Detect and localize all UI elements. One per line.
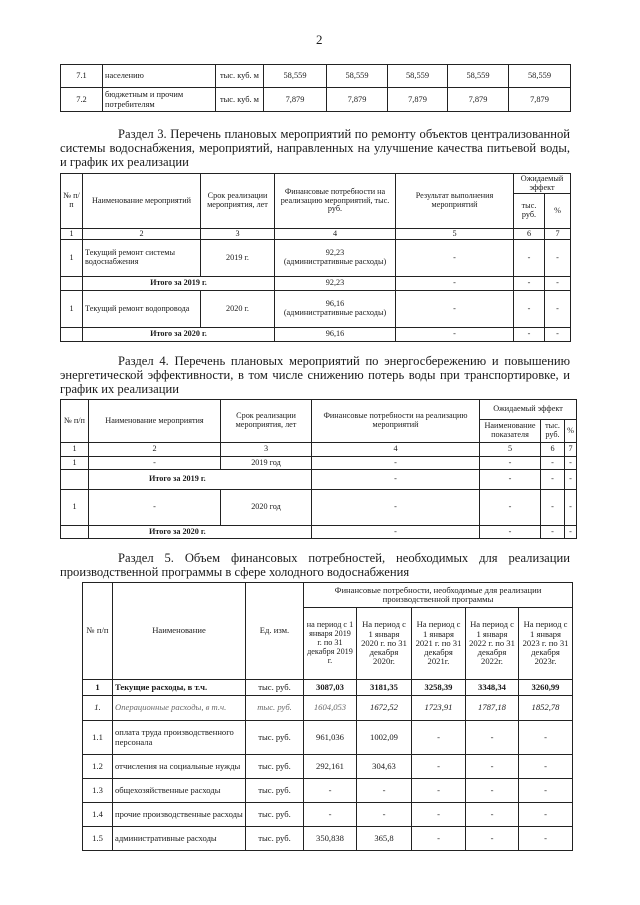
row-unit: тыс. руб. (246, 696, 304, 721)
row-indicator: - (480, 490, 541, 526)
row-name: Текущий ремонт водопровода (83, 291, 201, 328)
table-row (83, 696, 573, 721)
row-unit: тыс. руб. (246, 721, 304, 755)
row-finance (275, 240, 396, 277)
header-term: Срок реализации мероприятия, лет (221, 400, 312, 443)
row-unit: тыс. куб. м (216, 65, 264, 88)
row-name: административные расходы (113, 827, 246, 851)
total-label: Итого за 2019 г. (89, 470, 312, 490)
table-row (83, 721, 573, 755)
value-cell: - (466, 721, 519, 755)
header-thous: тыс. руб. (541, 420, 565, 443)
row-name: оплата труда производственного персонала (113, 721, 246, 755)
value-cell: - (466, 827, 519, 851)
value-cell: - (412, 803, 466, 827)
table-row (83, 779, 573, 803)
row-number: 1.4 (83, 803, 113, 827)
header-num: № п/ п (61, 174, 83, 229)
index-cell: 2 (89, 443, 221, 457)
value-cell: - (519, 779, 573, 803)
row-number: 1 (61, 490, 89, 526)
value-cell: 58,559 (448, 65, 509, 88)
row-number: 1. (83, 696, 113, 721)
value-cell: 350,838 (304, 827, 357, 851)
row-name: бюджетным и прочим потребителям (103, 88, 216, 112)
row-unit: тыс. куб. м (216, 88, 264, 112)
table-row (61, 490, 577, 526)
total-effect-pct: - (545, 277, 571, 291)
index-row (61, 229, 571, 240)
value-cell: 961,036 (304, 721, 357, 755)
total-indicator: - (480, 526, 541, 539)
section5-heading: Раздел 5. Объем финансовых потребностей, необходимых для реализации производственной программы в сфере холодного водоснабжения (60, 551, 570, 580)
row-result: - (396, 291, 514, 328)
value-cell: - (412, 721, 466, 755)
row-effect-thous: - (514, 291, 545, 328)
row-name: Операционные расходы, в т.ч. (113, 696, 246, 721)
value-cell: - (412, 779, 466, 803)
value-cell: 3260,99 (519, 680, 573, 696)
header-period: На период с 1 января 2020 г. по 31 декабря 2020г. (357, 608, 412, 680)
total-label: Итого за 2020 г. (89, 526, 312, 539)
total-row (61, 328, 571, 342)
row-finance: - (312, 457, 480, 470)
header-period: На период с 1 января 2023 г. по 31 декабря 2023г. (519, 608, 573, 680)
total-effect-thous: - (541, 526, 565, 539)
total-label: Итого за 2020 г. (83, 328, 275, 342)
value-cell: 7,879 (509, 88, 571, 112)
row-effect-pct: - (565, 490, 577, 526)
index-cell: 6 (514, 229, 545, 240)
table-row (61, 88, 571, 112)
header-name: Наименование мероприятия (89, 400, 221, 443)
value-cell: 1787,18 (466, 696, 519, 721)
header-name: Наименование (113, 583, 246, 680)
table-row (83, 680, 573, 696)
row-term: 2019 г. (201, 240, 275, 277)
header-group: Финансовые потребности, необходимые для реализации производственной программы (304, 583, 573, 608)
section4-heading: Раздел 4. Перечень плановых мероприятий по энергосбережению и повышению энергетической эффективности, в том числе снижению потерь воды при транспортировке, и график их реализации (60, 354, 570, 397)
total-result: - (396, 328, 514, 342)
header-effect: Ожидаемый эффект (480, 400, 577, 420)
value-cell: 7,879 (327, 88, 388, 112)
total-effect-thous: - (514, 328, 545, 342)
value-cell: 7,879 (388, 88, 448, 112)
value-cell: - (357, 779, 412, 803)
finance-note: (административные расходы) (283, 257, 387, 266)
header-name: Наименование мероприятий (83, 174, 201, 229)
row-number: 1.1 (83, 721, 113, 755)
row-effect-thous: - (541, 490, 565, 526)
header-num: № п/п (61, 400, 89, 443)
total-finance: 96,16 (275, 328, 396, 342)
row-name: Текущие расходы, в т.ч. (113, 680, 246, 696)
row-number: 1.2 (83, 755, 113, 779)
row-indicator: - (480, 457, 541, 470)
section4-table (60, 399, 577, 539)
value-cell: - (304, 803, 357, 827)
value-cell: - (519, 755, 573, 779)
value-cell: - (519, 803, 573, 827)
row-finance (275, 291, 396, 328)
table-row (83, 827, 573, 851)
index-cell: 6 (541, 443, 565, 457)
row-result: - (396, 240, 514, 277)
row-effect-thous: - (514, 240, 545, 277)
row-unit: тыс. руб. (246, 755, 304, 779)
top-table (60, 64, 571, 112)
table-row (61, 291, 571, 328)
header-unit: Ед. изм. (246, 583, 304, 680)
row-name: населению (103, 65, 216, 88)
value-cell: 7,879 (448, 88, 509, 112)
index-cell: 1 (61, 443, 89, 457)
header-period: На период с 1 января 2021 г. по 31 декабря 2021г. (412, 608, 466, 680)
value-cell: 1604,053 (304, 696, 357, 721)
row-effect-pct: - (545, 291, 571, 328)
index-cell: 7 (545, 229, 571, 240)
row-term: 2019 год (221, 457, 312, 470)
finance-value: 92,23 (325, 248, 345, 258)
row-number: 1 (61, 240, 83, 277)
header-num: № п/п (83, 583, 113, 680)
value-cell: 3181,35 (357, 680, 412, 696)
table-row (61, 457, 577, 470)
total-finance: - (312, 470, 480, 490)
value-cell: 365,8 (357, 827, 412, 851)
row-number: 7.1 (61, 65, 103, 88)
total-effect-thous: - (541, 470, 565, 490)
total-label: Итого за 2019 г. (83, 277, 275, 291)
row-number: 1.3 (83, 779, 113, 803)
row-number: 1 (61, 457, 89, 470)
table-row (83, 803, 573, 827)
row-term: 2020 год (221, 490, 312, 526)
total-result: - (396, 277, 514, 291)
row-name: прочие производственные расходы (113, 803, 246, 827)
value-cell: - (357, 803, 412, 827)
value-cell: 1852,78 (519, 696, 573, 721)
page-number: 2 (316, 32, 323, 47)
header-indicator: Наименование показателя (480, 420, 541, 443)
table-row (61, 65, 571, 88)
header-effect: Ожидаемый эффект (514, 174, 571, 194)
header-period: на период с 1 января 2019 г. по 31 декабря 2019 г. (304, 608, 357, 680)
value-cell: 7,879 (264, 88, 327, 112)
row-number: 1 (83, 680, 113, 696)
total-effect-thous: - (514, 277, 545, 291)
row-unit: тыс. руб. (246, 803, 304, 827)
value-cell: 3348,34 (466, 680, 519, 696)
row-effect-thous: - (541, 457, 565, 470)
empty-cell (61, 328, 83, 342)
header-period: На период с 1 января 2022 г. по 31 декабря 2022г. (466, 608, 519, 680)
row-unit: тыс. руб. (246, 827, 304, 851)
index-cell: 7 (565, 443, 577, 457)
row-name: общехозяйственные расходы (113, 779, 246, 803)
index-cell: 4 (275, 229, 396, 240)
value-cell: 58,559 (264, 65, 327, 88)
row-effect-pct: - (545, 240, 571, 277)
index-cell: 5 (480, 443, 541, 457)
value-cell: 58,559 (388, 65, 448, 88)
index-cell: 1 (61, 229, 83, 240)
total-effect-pct: - (565, 526, 577, 539)
value-cell: - (412, 827, 466, 851)
row-term: 2020 г. (201, 291, 275, 328)
table-row (61, 240, 571, 277)
total-row (61, 470, 577, 490)
row-unit: тыс. руб. (246, 680, 304, 696)
section3-table (60, 173, 571, 342)
value-cell: 3087,03 (304, 680, 357, 696)
row-finance: - (312, 490, 480, 526)
header-thous: тыс. руб. (514, 194, 545, 229)
total-indicator: - (480, 470, 541, 490)
header-term: Срок реализации мероприятия, лет (201, 174, 275, 229)
empty-cell (61, 526, 89, 539)
total-finance: 92,23 (275, 277, 396, 291)
empty-cell (61, 277, 83, 291)
value-cell: - (519, 827, 573, 851)
finance-value: 96,16 (325, 299, 345, 309)
index-cell: 5 (396, 229, 514, 240)
row-unit: тыс. руб. (246, 779, 304, 803)
value-cell: 292,161 (304, 755, 357, 779)
total-finance: - (312, 526, 480, 539)
header-finance: Финансовые потребности на реализацию мероприятий, тыс. руб. (275, 174, 396, 229)
header-finance: Финансовые потребности на реализацию мероприятий (312, 400, 480, 443)
value-cell: 1723,91 (412, 696, 466, 721)
row-effect-pct: - (565, 457, 577, 470)
row-number: 7.2 (61, 88, 103, 112)
value-cell: 304,63 (357, 755, 412, 779)
table-row (83, 755, 573, 779)
finance-note: (административные расходы) (283, 308, 387, 317)
total-row (61, 277, 571, 291)
header-pct: % (565, 420, 577, 443)
row-name: Текущий ремонт системы водоснабжения (83, 240, 201, 277)
index-cell: 3 (221, 443, 312, 457)
index-cell: 3 (201, 229, 275, 240)
index-row (61, 443, 577, 457)
total-effect-pct: - (565, 470, 577, 490)
value-cell: - (466, 803, 519, 827)
index-cell: 4 (312, 443, 480, 457)
index-cell: 2 (83, 229, 201, 240)
section3-heading: Раздел 3. Перечень плановых мероприятий по ремонту объектов централизованной системы водоснабжения, мероприятий, направленных на улучшение качества питьевой воды, и график их реализации (60, 127, 570, 170)
section5-table (82, 582, 573, 851)
total-effect-pct: - (545, 328, 571, 342)
row-number: 1.5 (83, 827, 113, 851)
row-name: отчисления на социальные нужды (113, 755, 246, 779)
value-cell: 58,559 (327, 65, 388, 88)
header-pct: % (545, 194, 571, 229)
value-cell: - (466, 755, 519, 779)
total-row (61, 526, 577, 539)
row-name: - (89, 490, 221, 526)
value-cell: - (304, 779, 357, 803)
value-cell: 3258,39 (412, 680, 466, 696)
empty-cell (61, 470, 89, 490)
header-result: Результат выполнения мероприятий (396, 174, 514, 229)
row-name: - (89, 457, 221, 470)
value-cell: - (519, 721, 573, 755)
value-cell: 58,559 (509, 65, 571, 88)
row-number: 1 (61, 291, 83, 328)
value-cell: - (412, 755, 466, 779)
value-cell: - (466, 779, 519, 803)
value-cell: 1002,09 (357, 721, 412, 755)
value-cell: 1672,52 (357, 696, 412, 721)
